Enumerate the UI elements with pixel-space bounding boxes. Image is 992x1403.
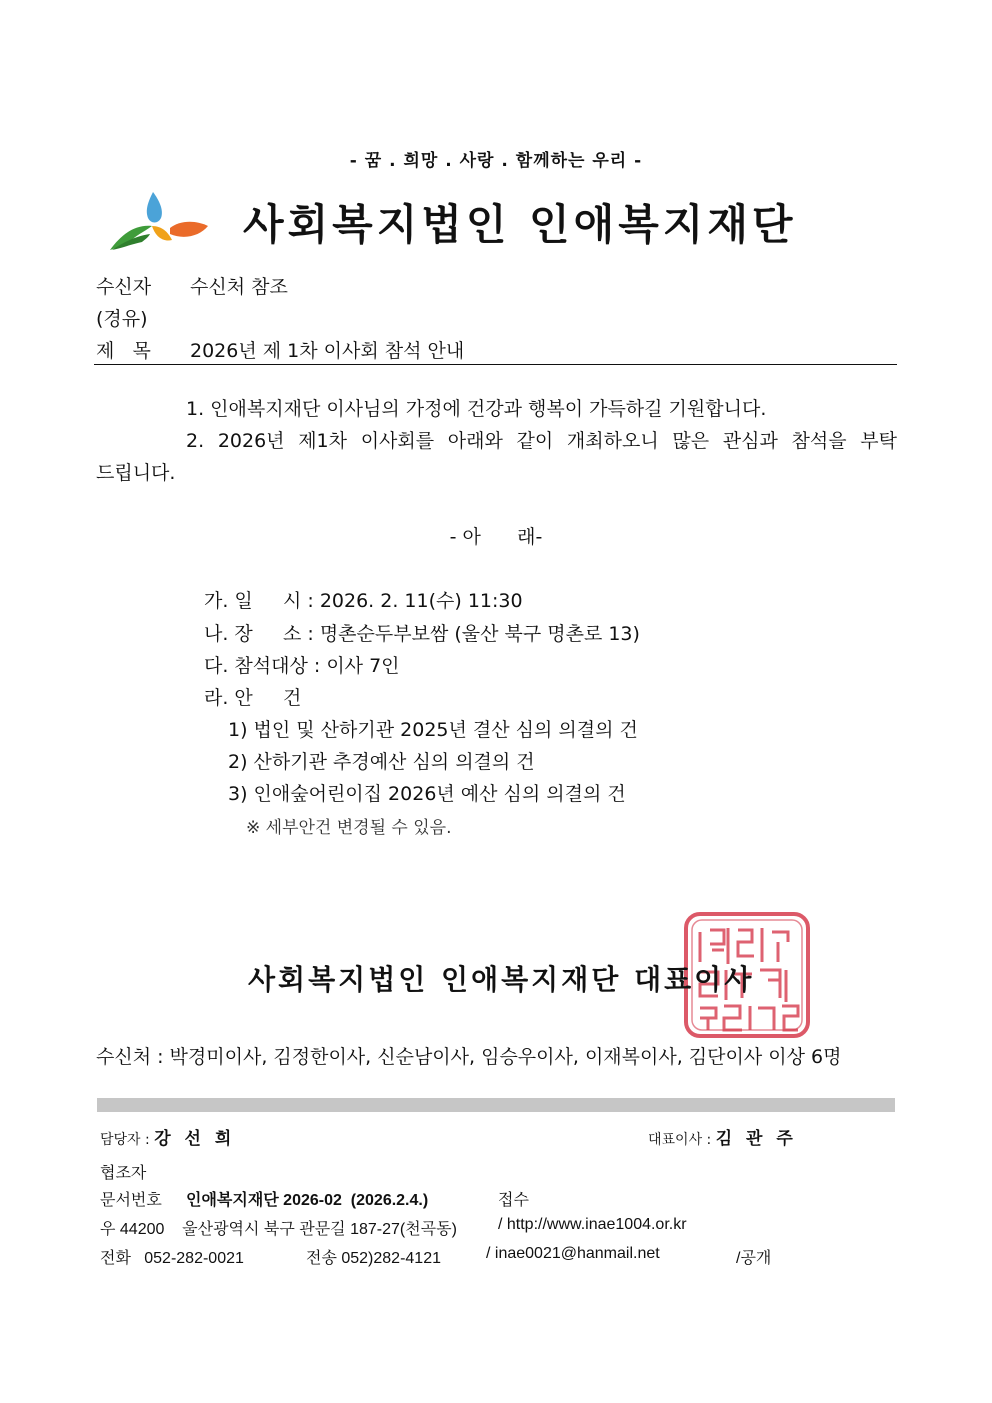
agenda-item: 1) 법인 및 산하기관 2025년 결산 심의 의결의 건 xyxy=(228,719,638,741)
detail-datetime: 가. 일 시 : 2026. 2. 11(수) 11:30 xyxy=(204,590,523,612)
agenda-note: ※ 세부안건 변경될 수 있음. xyxy=(246,818,452,838)
subject-value: 2026년 제 1차 이사회 참석 안내 xyxy=(190,340,465,362)
address: 우 44200 울산광역시 북구 관문길 187-27(천곡동) xyxy=(100,1221,457,1238)
subject-label: 제 목 xyxy=(96,340,151,362)
docnum-value xyxy=(186,1187,428,1210)
signature-line: 사회복지법인 인애복지재단 대표이사 xyxy=(248,963,755,996)
subject-divider xyxy=(94,364,897,365)
manager-name: 강 선 희 xyxy=(154,1129,236,1149)
recipient-list: 수신처 : 박경미이사, 김정한이사, 신순남이사, 임승우이사, 이재복이사, 김단이사 이상 6명 xyxy=(96,1046,842,1068)
manager-line xyxy=(100,1124,235,1149)
manager-label: 담당자 : xyxy=(100,1132,150,1148)
phone: 전화 052-282-0021 xyxy=(100,1250,244,1267)
website-link[interactable]: / http://www.inae1004.or.kr xyxy=(498,1216,687,1233)
recipient-label: 수신자 xyxy=(96,276,152,298)
detail-place: 나. 장 소 : 명촌순두부보쌈 (울산 북구 명촌로 13) xyxy=(204,623,640,645)
detail-agenda-label: 라. 안 건 xyxy=(204,687,302,709)
docnum-label: 문서번호 xyxy=(100,1192,162,1209)
docnum-value-text: 인애복지재단 2026-02 (2026.2.4.) xyxy=(186,1192,429,1209)
receipt-label: 접수 xyxy=(498,1192,529,1209)
cooperator-label: 협조자 xyxy=(100,1165,147,1182)
fax: 전송 052)282-4121 xyxy=(306,1250,441,1267)
ceo-name: 김 관 주 xyxy=(715,1129,797,1149)
org-title: 사회복지법인 인애복지재단 xyxy=(243,200,797,249)
ceo-label: 대표이사 : xyxy=(648,1132,712,1148)
agenda-item: 2) 산하기관 추경예산 심의 의결의 건 xyxy=(228,751,535,773)
foundation-leaf-logo-icon xyxy=(108,188,210,252)
paragraph-2-line-1: 2. 2026년 제1차 이사회를 아래와 같이 개최하오니 많은 관심과 참석을 부탁 xyxy=(186,430,897,452)
disclosure: /공개 xyxy=(736,1250,772,1267)
via-label: (경유) xyxy=(96,308,148,330)
agenda-item: 3) 인애숲어린이집 2026년 예산 심의 의결의 건 xyxy=(228,783,626,805)
section-title: - 아 래- xyxy=(449,526,543,548)
ceo-line xyxy=(648,1124,797,1149)
paragraph-2-line-2: 드립니다. xyxy=(96,462,176,484)
detail-attendees: 다. 참석대상 : 이사 7인 xyxy=(204,655,400,677)
slogan: - 꿈 . 희망 . 사랑 . 함께하는 우리 - xyxy=(349,151,643,171)
footer-divider-bar xyxy=(97,1098,895,1112)
email-link[interactable]: / inae0021@hanmail.net xyxy=(486,1245,660,1262)
paragraph-1: 1. 인애복지재단 이사님의 가정에 건강과 행복이 가득하길 기원합니다. xyxy=(186,398,767,420)
recipient-value: 수신처 참조 xyxy=(190,276,288,298)
